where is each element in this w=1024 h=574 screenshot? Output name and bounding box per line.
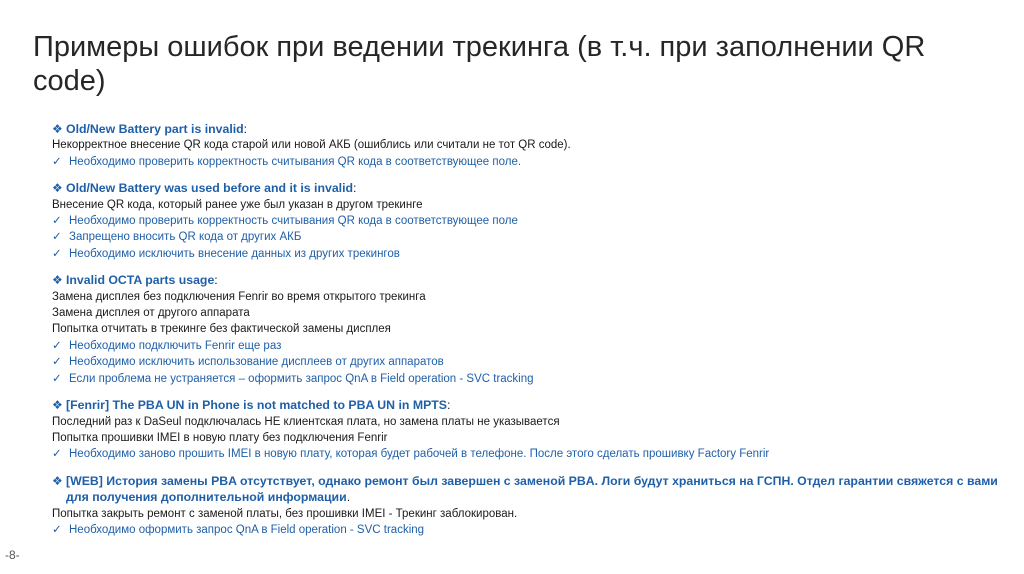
- check-text: Необходимо проверить корректность считывания QR кода в соответствующее поле.: [69, 155, 522, 168]
- check-text: Необходимо исключить использование дисплеев от других аппаратов: [69, 356, 444, 369]
- section-line: Замена дисплея от другого аппарата: [52, 307, 250, 320]
- section-line: Некорректное внесение QR кода старой или новой АКБ (ошиблись или считали не тот QR code).: [52, 139, 571, 152]
- diamond-bullet-icon: ❖: [52, 398, 63, 413]
- check-item: [52, 446, 1012, 462]
- checkmark-icon: ✓: [52, 523, 62, 536]
- check-item: [52, 354, 1012, 370]
- diamond-bullet-icon: ❖: [52, 181, 63, 196]
- checkmark-icon: ✓: [52, 155, 62, 168]
- section-heading: [Fenrir] The PBA UN in Phone is not matched to PBA UN in MPTS: [66, 398, 447, 413]
- check-item: [52, 371, 1012, 387]
- check-item: [52, 246, 1012, 262]
- diamond-bullet-icon: ❖: [52, 473, 63, 488]
- check-text: Запрещено вносить QR кода от других АКБ: [69, 231, 302, 244]
- section-line: Попытка прошивки IMEI в новую плату без подключения Fenrir: [52, 431, 388, 444]
- check-item: [52, 522, 1012, 538]
- section-battery-invalid: ❖ Old/New Battery part is invalid: Некорректное внесение QR кода старой или новой АКБ (ошиблись или считали не тот QR code). ✓ Необходимо проверить корректность считывания QR кода в соответствующее поле.: [52, 121, 1012, 170]
- slide-title: Примеры ошибок при ведении трекинга (в т.ч. при заполнении QR code): [33, 31, 926, 97]
- section-heading: [WEB] История замены PBA отсутствует, однако ремонт был завершен с заменой PBA. Логи будут храниться на ГСПН. Отдел гарантии свяжется с вами для получения дополнительной информации: [66, 473, 998, 505]
- section-web-pba-history: ❖ [WEB] История замены PBA отсутствует, однако ремонт был завершен с заменой PBA. Логи будут храниться на ГСПН. Отдел гарантии свяжется с вами для получения дополнительной информации. Попытка закрыть ремонт с заменой платы, без прошивки IMEI - Трекинг заблокирован. ✓ Необходимо оформить запрос QnA в Field operation - SVC tracking: [52, 473, 1012, 539]
- section-heading: Old/New Battery part is invalid: [66, 122, 244, 136]
- section-heading: Invalid OCTA parts usage: [66, 273, 215, 288]
- checkmark-icon: ✓: [52, 372, 62, 385]
- section-octa-parts: ❖ Invalid OCTA parts usage: Замена дисплея без подключения Fenrir во время открытого трекинга Замена дисплея от другого аппарата Попытка отчитать в трекинге без фактической замены дисплея ✓ Необходимо подключить Fenrir еще раз ✓ Необходимо исключить использование дисплеев от других аппаратов ✓ Если проблема не устраняется – оформить запрос QnA в Field operation - SVC tracking: [52, 272, 1012, 387]
- checkmark-icon: ✓: [52, 339, 62, 352]
- check-item: [52, 213, 1012, 229]
- checkmark-icon: ✓: [52, 215, 62, 228]
- check-text: Необходимо оформить запрос QnA в Field operation - SVC tracking: [69, 523, 425, 536]
- check-text: Необходимо подключить Fenrir еще раз: [69, 339, 282, 352]
- checkmark-icon: ✓: [52, 356, 62, 369]
- section-line: Последний раз к DaSeul подключалась НЕ клиентская плата, но замена платы не указывается: [52, 415, 560, 428]
- check-text: Если проблема не устраняется – оформить запрос QnA в Field operation - SVC tracking: [69, 372, 534, 385]
- check-text: Необходимо заново прошить IMEI в новую плату, которая будет рабочей в телефоне. После этого сделать прошивку Factory Fenrir: [69, 448, 770, 461]
- slide-content: [52, 121, 1012, 548]
- section-line: Попытка отчитать в трекинге без фактической замены дисплея: [52, 323, 391, 336]
- check-item: [52, 229, 1012, 245]
- section-battery-used-before: ❖ Old/New Battery was used before and it is invalid: Внесение QR кода, который ранее уже был указан в другом трекинге ✓ Необходимо проверить корректность считывания QR кода в соответствующее поле ✓ Запрещено вносить QR кода от других АКБ ✓ Необходимо исключить внесение данных из других трекингов: [52, 180, 1012, 262]
- checkmark-icon: ✓: [52, 448, 62, 461]
- section-line: Замена дисплея без подключения Fenrir во время открытого трекинга: [52, 290, 426, 303]
- section-fenrir-pba: ❖ [Fenrir] The PBA UN in Phone is not matched to PBA UN in MPTS: Последний раз к DaSeul подключалась НЕ клиентская плата, но замена платы не указывается Попытка прошивки IMEI в новую плату без подключения Fenrir ✓ Необходимо заново прошить IMEI в новую плату, которая будет рабочей в телефоне. После этого сделать прошивку Factory Fenrir: [52, 397, 1012, 463]
- check-item: [52, 154, 1012, 170]
- check-text: Необходимо исключить внесение данных из других трекингов: [69, 247, 400, 260]
- diamond-bullet-icon: ❖: [52, 273, 63, 288]
- section-line: Внесение QR кода, который ранее уже был указан в другом трекинге: [52, 198, 423, 211]
- section-heading: Old/New Battery was used before and it is invalid: [66, 181, 354, 196]
- checkmark-icon: ✓: [52, 247, 62, 260]
- diamond-bullet-icon: ❖: [52, 122, 63, 136]
- check-text: Необходимо проверить корректность считывания QR кода в соответствующее поле: [69, 215, 518, 228]
- checkmark-icon: ✓: [52, 231, 62, 244]
- page-number: -8-: [5, 548, 20, 562]
- check-item: [52, 338, 1012, 354]
- section-line: Попытка закрыть ремонт с заменой платы, без прошивки IMEI - Трекинг заблокирован.: [52, 507, 518, 520]
